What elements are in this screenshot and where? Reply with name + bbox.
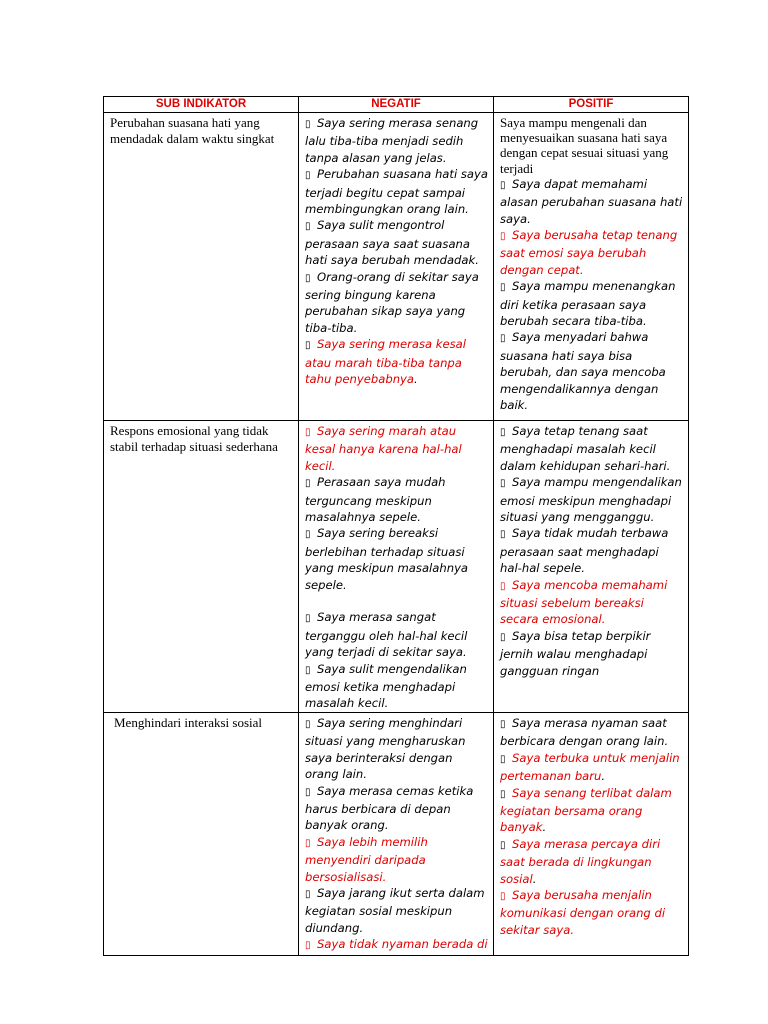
bullet-box-icon: ▯ bbox=[305, 221, 311, 233]
list-item: ▯ Saya sering marah atau kesal hanya karena hal-hal kecil. bbox=[305, 424, 462, 473]
bullet-box-icon: ▯ bbox=[500, 788, 506, 800]
header-positif: POSITIF bbox=[494, 97, 689, 113]
negatif-cell bbox=[299, 421, 494, 713]
bullet-box-icon: ▯ bbox=[500, 179, 506, 191]
header-negatif: NEGATIF bbox=[299, 97, 494, 113]
list-item: ▯ Orang-orang di sekitar saya sering bingung karena perubahan sikap saya yang tiba-tiba. bbox=[305, 269, 479, 335]
bullet-box-icon: ▯ bbox=[305, 613, 311, 625]
list-item: ▯ Saya sering menghindari situasi yang mengharuskan saya berinteraksi dengan orang lain. bbox=[305, 715, 466, 782]
list-item: ▯ Saya mampu menenangkan diri ketika perasaan saya berubah secara tiba-tiba. bbox=[500, 279, 676, 329]
positif-cell bbox=[494, 421, 689, 713]
table-row bbox=[104, 712, 689, 955]
sub-indikator-cell: Perubahan suasana hati yang mendadak dalam waktu singkat bbox=[104, 113, 299, 421]
list-item: ▯ Saya merasa nyaman saat berbicara dengan orang lain. bbox=[500, 715, 669, 749]
positif-cell bbox=[494, 113, 689, 421]
list-item: ▯ Saya bisa tetap berpikir jernih walau menghadapi gangguan ringan bbox=[500, 628, 651, 678]
bullet-box-icon: ▯ bbox=[500, 529, 506, 541]
bullet-box-icon: ▯ bbox=[305, 478, 311, 490]
list-item: ▯ Saya merasa sangat terganggu oleh hal-hal kecil yang terjadi di sekitar saya. bbox=[305, 610, 468, 660]
header-row bbox=[104, 97, 689, 113]
bullet-box-icon: ▯ bbox=[305, 529, 311, 541]
bullet-box-icon: ▯ bbox=[500, 478, 506, 490]
list-item: ▯ Saya merasa cemas ketika harus berbicara di depan banyak orang. bbox=[305, 783, 474, 833]
list-item: ▯ Saya mampu mengendalikan emosi meskipun menghadapi situasi yang mengganggu. bbox=[500, 475, 682, 525]
bullet-box-icon: ▯ bbox=[305, 837, 311, 849]
blank-line bbox=[305, 593, 489, 609]
table-row bbox=[104, 113, 689, 421]
list-item: ▯ Saya sulit mengontrol perasaan saya saat suasana hati saya berubah mendadak. bbox=[305, 218, 479, 268]
list-item: ▯ Saya berusaha tetap tenang saat emosi saya berubah dengan cepat. bbox=[500, 228, 678, 277]
table-row bbox=[104, 421, 689, 713]
list-item: ▯ Saya mencoba memahami situasi sebelum bereaksi secara emosional. bbox=[500, 577, 668, 627]
bullet-box-icon: ▯ bbox=[500, 282, 506, 294]
bullet-box-icon: ▯ bbox=[500, 580, 506, 592]
positif-lead-text: Saya mampu mengenali dan menyesuaikan suasana hati saya dengan cepat sesuai situasi yang terjadi bbox=[500, 115, 669, 176]
bullet-box-icon: ▯ bbox=[500, 890, 506, 902]
list-item: ▯ Saya tidak nyaman berada di bbox=[305, 936, 489, 954]
positif-cell bbox=[494, 712, 689, 955]
bullet-box-icon: ▯ bbox=[500, 333, 506, 345]
list-item: ▯ Saya lebih memilih menyendiri daripada bersosialisasi. bbox=[305, 834, 428, 884]
bullet-box-icon: ▯ bbox=[500, 231, 506, 243]
sub-indikator-cell: Respons emosional yang tidak stabil terhadap situasi sederhana bbox=[104, 421, 299, 713]
list-item: ▯ Saya sering merasa kesal atau marah tiba-tiba tanpa tahu penyebabnya. bbox=[305, 337, 467, 387]
bullet-box-icon: ▯ bbox=[305, 664, 311, 676]
bullet-box-icon: ▯ bbox=[500, 427, 506, 438]
bullet-box-icon: ▯ bbox=[305, 427, 311, 438]
list-item: ▯ Saya menyadari bahwa suasana hati saya bisa berubah, dan saya mencoba mengendalikannya dengan baik. bbox=[500, 330, 666, 413]
bullet-box-icon: ▯ bbox=[305, 170, 311, 182]
list-item: ▯ Saya tidak mudah terbawa perasaan saat menghadapi hal-hal sepele. bbox=[500, 526, 669, 576]
bullet-box-icon: ▯ bbox=[305, 272, 311, 284]
list-item: ▯ Saya tetap tenang saat menghadapi masalah kecil dalam kehidupan sehari-hari. bbox=[500, 424, 671, 473]
indicator-table bbox=[103, 96, 689, 956]
list-item: ▯ Saya jarang ikut serta dalam kegiatan sosial meskipun diundang. bbox=[305, 885, 485, 935]
bullet-box-icon: ▯ bbox=[500, 718, 506, 730]
header-sub-indikator: SUB INDIKATOR bbox=[104, 97, 299, 113]
list-item: ▯ Saya dapat memahami alasan perubahan suasana hati saya. bbox=[500, 176, 683, 226]
negatif-cell bbox=[299, 113, 494, 421]
bullet-box-icon: ▯ bbox=[500, 839, 506, 851]
bullet-box-icon: ▯ bbox=[500, 631, 506, 643]
list-item: ▯ Saya sering merasa senang lalu tiba-tiba menjadi sedih tanpa alasan yang jelas. bbox=[305, 116, 479, 165]
list-item: ▯ Saya terbuka untuk menjalin pertemanan baru. bbox=[500, 750, 680, 784]
sub-indikator-cell: Menghindari interaksi sosial bbox=[104, 712, 299, 955]
bullet-box-icon: ▯ bbox=[500, 753, 506, 765]
bullet-box-icon: ▯ bbox=[305, 940, 311, 952]
bullet-box-icon: ▯ bbox=[305, 340, 311, 352]
list-item: ▯ Saya sulit mengendalikan emosi ketika menghadapi masalah kecil. bbox=[305, 661, 467, 711]
bullet-box-icon: ▯ bbox=[305, 888, 311, 900]
list-item: ▯ Perasaan saya mudah terguncang meskipun masalahnya sepele. bbox=[305, 475, 446, 525]
negatif-cell bbox=[299, 712, 494, 955]
list-item: ▯ Saya senang terlibat dalam kegiatan bersama orang banyak. bbox=[500, 785, 672, 835]
bullet-box-icon: ▯ bbox=[305, 718, 311, 730]
bullet-box-icon: ▯ bbox=[305, 119, 311, 130]
list-item: ▯ Saya sering bereaksi berlebihan terhadap situasi yang meskipun masalahnya sepele. bbox=[305, 526, 469, 592]
list-item: ▯ Saya merasa percaya diri saat berada di lingkungan sosial. bbox=[500, 836, 661, 886]
bullet-box-icon: ▯ bbox=[305, 786, 311, 798]
list-item: ▯ Perubahan suasana hati saya terjadi begitu cepat sampai membingungkan orang lain. bbox=[305, 167, 488, 217]
list-item: ▯ Saya berusaha menjalin komunikasi dengan orang di sekitar saya. bbox=[500, 887, 666, 937]
